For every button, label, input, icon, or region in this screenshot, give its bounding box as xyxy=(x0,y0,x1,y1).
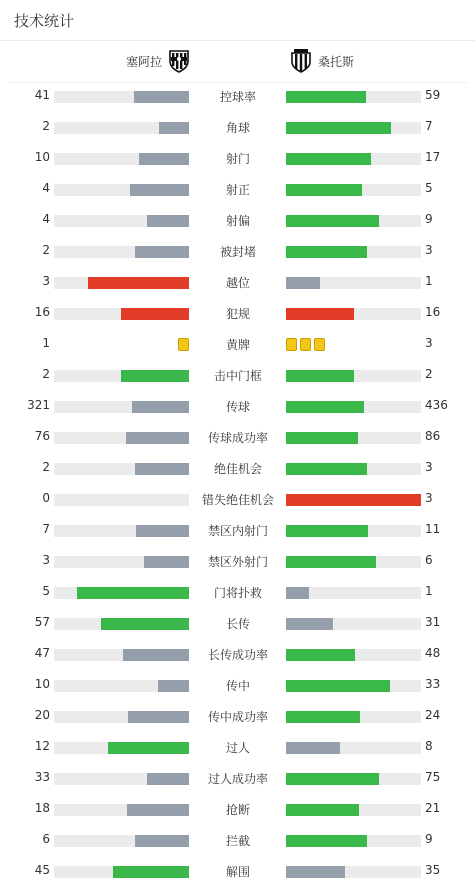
away-bar-track xyxy=(286,91,421,103)
home-bar-fill xyxy=(121,370,189,382)
stat-row xyxy=(0,112,475,143)
home-value: 2 xyxy=(42,367,50,381)
away-bar-fill xyxy=(286,804,359,816)
away-bar-track xyxy=(286,773,421,785)
home-value: 1 xyxy=(42,336,50,350)
home-bar-track xyxy=(54,370,189,382)
stat-row xyxy=(0,608,475,639)
away-bar-fill xyxy=(286,587,309,599)
away-bar-fill xyxy=(286,680,390,692)
home-bar-track xyxy=(54,401,189,413)
stat-label: 越位 xyxy=(225,276,250,290)
away-value: 33 xyxy=(425,677,441,691)
stat-label: 射正 xyxy=(225,183,250,197)
away-value: 9 xyxy=(425,832,433,846)
away-bar-fill xyxy=(286,711,360,723)
away-bar-track xyxy=(286,370,421,382)
away-value: 436 xyxy=(425,398,448,412)
away-bar-track xyxy=(286,680,421,692)
away-bar-track xyxy=(286,525,421,537)
home-value: 3 xyxy=(42,553,50,567)
away-team[interactable] xyxy=(290,46,354,76)
home-bar-fill xyxy=(132,401,189,413)
home-bar-fill xyxy=(147,773,189,785)
away-bar-fill xyxy=(286,742,340,754)
away-bar-fill xyxy=(286,835,367,847)
home-bar-fill xyxy=(128,711,189,723)
home-bar-track xyxy=(54,494,189,506)
away-bar-fill xyxy=(286,277,320,289)
stat-label: 射门 xyxy=(225,152,250,166)
away-value: 24 xyxy=(425,708,441,722)
home-value: 4 xyxy=(42,212,50,226)
home-value: 3 xyxy=(42,274,50,288)
home-bar-track xyxy=(54,835,189,847)
stat-label: 传中成功率 xyxy=(207,710,268,724)
stat-row xyxy=(0,360,475,391)
stat-label: 绝佳机会 xyxy=(213,462,262,476)
stat-row xyxy=(0,174,475,205)
home-team-crest-icon xyxy=(168,49,190,73)
away-bar-track xyxy=(286,587,421,599)
away-bar-track xyxy=(286,432,421,444)
away-value: 3 xyxy=(425,243,433,257)
away-bar-track xyxy=(286,308,421,320)
home-bar-fill xyxy=(121,308,189,320)
away-bar-track xyxy=(286,463,421,475)
home-bar-track xyxy=(54,246,189,258)
stat-label: 控球率 xyxy=(219,90,256,104)
away-bar-track xyxy=(286,401,421,413)
away-bar-fill xyxy=(286,246,367,258)
stat-label: 长传 xyxy=(225,617,250,631)
home-bar-fill xyxy=(135,246,189,258)
home-value: 45 xyxy=(34,863,50,877)
home-bar-track xyxy=(54,122,189,134)
home-value: 5 xyxy=(42,584,50,598)
home-value: 7 xyxy=(42,522,50,536)
home-bar-fill xyxy=(88,277,189,289)
stat-label: 错失绝佳机会 xyxy=(201,493,274,507)
home-value: 2 xyxy=(42,460,50,474)
stat-row xyxy=(0,298,475,329)
stat-label: 射偏 xyxy=(225,214,250,228)
stat-row xyxy=(0,205,475,236)
stat-row xyxy=(0,856,475,887)
away-bar-fill xyxy=(286,432,358,444)
home-value: 41 xyxy=(34,88,50,102)
away-bar-track xyxy=(286,122,421,134)
away-value: 86 xyxy=(425,429,441,443)
away-bar-track xyxy=(286,649,421,661)
home-bar-fill xyxy=(135,835,189,847)
home-value: 4 xyxy=(42,181,50,195)
stat-label: 犯规 xyxy=(225,307,250,321)
away-team-crest-icon xyxy=(290,49,312,73)
home-bar-track xyxy=(54,587,189,599)
home-bar-fill xyxy=(144,556,189,568)
home-value: 76 xyxy=(34,429,50,443)
home-bar-fill xyxy=(101,618,189,630)
home-bar-track xyxy=(54,680,189,692)
stat-label: 过人成功率 xyxy=(207,772,268,786)
away-bar-track xyxy=(286,711,421,723)
stat-label: 解围 xyxy=(225,865,250,879)
stat-label: 角球 xyxy=(225,121,250,135)
away-bar-track xyxy=(286,215,421,227)
home-bar-fill xyxy=(126,432,189,444)
stat-row xyxy=(0,763,475,794)
away-bar-fill xyxy=(286,401,364,413)
stat-row xyxy=(0,391,475,422)
away-bar-track xyxy=(286,153,421,165)
home-bar-fill xyxy=(147,215,189,227)
stat-row xyxy=(0,639,475,670)
stat-row xyxy=(0,484,475,515)
away-bar-fill xyxy=(286,370,354,382)
home-bar-track xyxy=(54,308,189,320)
away-value: 8 xyxy=(425,739,433,753)
stat-row xyxy=(0,794,475,825)
home-bar-track xyxy=(54,711,189,723)
away-bar-fill xyxy=(286,525,368,537)
stat-label: 被封堵 xyxy=(219,245,256,259)
home-yellow-cards xyxy=(178,338,189,351)
away-bar-fill xyxy=(286,308,354,320)
home-bar-track xyxy=(54,618,189,630)
away-bar-track xyxy=(286,246,421,258)
away-value: 17 xyxy=(425,150,441,164)
away-value: 5 xyxy=(425,181,433,195)
stat-row xyxy=(0,577,475,608)
home-value: 2 xyxy=(42,119,50,133)
away-bar-fill xyxy=(286,494,421,506)
home-value: 321 xyxy=(27,398,50,412)
away-value: 31 xyxy=(425,615,441,629)
stat-label: 禁区内射门 xyxy=(207,524,268,538)
home-value: 57 xyxy=(34,615,50,629)
yellow-card-icon xyxy=(300,338,311,351)
stat-row xyxy=(0,515,475,546)
away-team-name: 桑托斯 xyxy=(318,54,355,69)
home-team-name: 塞阿拉 xyxy=(125,54,162,69)
away-bar-fill xyxy=(286,463,367,475)
home-bar-track xyxy=(54,556,189,568)
away-bar-track xyxy=(286,184,421,196)
away-bar-fill xyxy=(286,91,366,103)
away-value: 1 xyxy=(425,274,433,288)
home-bar-track xyxy=(54,184,189,196)
home-value: 18 xyxy=(34,801,50,815)
yellow-card-icon xyxy=(314,338,325,351)
yellow-card-icon xyxy=(286,338,297,351)
away-bar-track xyxy=(286,494,421,506)
away-bar-fill xyxy=(286,773,379,785)
stat-row xyxy=(0,670,475,701)
stat-label: 抢断 xyxy=(225,803,250,817)
stat-label: 门将扑救 xyxy=(213,586,262,600)
home-value: 2 xyxy=(42,243,50,257)
stat-row xyxy=(0,329,475,360)
away-value: 59 xyxy=(425,88,441,102)
home-bar-track xyxy=(54,463,189,475)
home-value: 33 xyxy=(34,770,50,784)
away-value: 6 xyxy=(425,553,433,567)
home-bar-track xyxy=(54,773,189,785)
stat-label: 传球 xyxy=(225,400,250,414)
away-value: 3 xyxy=(425,460,433,474)
home-bar-track xyxy=(54,277,189,289)
stat-label: 传球成功率 xyxy=(207,431,268,445)
home-bar-track xyxy=(54,649,189,661)
home-bar-track xyxy=(54,153,189,165)
away-bar-fill xyxy=(286,618,333,630)
away-bar-track xyxy=(286,742,421,754)
away-value: 11 xyxy=(425,522,441,536)
away-value: 3 xyxy=(425,336,433,350)
stat-label: 黄牌 xyxy=(225,338,250,352)
home-value: 0 xyxy=(42,491,50,505)
title-divider xyxy=(0,40,475,41)
home-bar-track xyxy=(54,215,189,227)
away-bar-fill xyxy=(286,122,391,134)
away-bar-track xyxy=(286,866,421,878)
stat-row xyxy=(0,701,475,732)
home-bar-fill xyxy=(127,804,189,816)
home-bar-track xyxy=(54,742,189,754)
stat-label: 过人 xyxy=(225,741,250,755)
home-bar-track xyxy=(54,866,189,878)
away-value: 35 xyxy=(425,863,441,877)
home-bar-fill xyxy=(136,525,189,537)
stat-row xyxy=(0,81,475,112)
away-value: 7 xyxy=(425,119,433,133)
stat-label: 长传成功率 xyxy=(207,648,268,662)
away-bar-track xyxy=(286,804,421,816)
away-bar-fill xyxy=(286,153,371,165)
stat-row xyxy=(0,732,475,763)
home-value: 16 xyxy=(34,305,50,319)
away-bar-fill xyxy=(286,866,345,878)
yellow-card-icon xyxy=(178,338,189,351)
home-bar-fill xyxy=(139,153,189,165)
away-bar-fill xyxy=(286,184,362,196)
home-value: 47 xyxy=(34,646,50,660)
stat-row xyxy=(0,267,475,298)
page-title: 技术统计 xyxy=(14,12,75,30)
stat-row xyxy=(0,422,475,453)
home-bar-fill xyxy=(134,91,189,103)
stat-row xyxy=(0,236,475,267)
away-bar-fill xyxy=(286,215,379,227)
away-bar-track xyxy=(286,277,421,289)
away-bar-fill xyxy=(286,556,376,568)
stat-label: 拦截 xyxy=(225,834,250,848)
home-bar-fill xyxy=(135,463,189,475)
stat-label: 禁区外射门 xyxy=(207,555,268,569)
stat-label: 击中门框 xyxy=(213,369,262,383)
home-bar-fill xyxy=(158,680,189,692)
home-team[interactable] xyxy=(126,46,190,76)
home-value: 20 xyxy=(34,708,50,722)
away-value: 75 xyxy=(425,770,441,784)
home-bar-fill xyxy=(123,649,189,661)
teams-header xyxy=(0,46,475,76)
stat-row xyxy=(0,453,475,484)
away-yellow-cards xyxy=(286,338,325,351)
away-value: 9 xyxy=(425,212,433,226)
home-bar-track xyxy=(54,525,189,537)
home-bar-fill xyxy=(108,742,189,754)
home-bar-track xyxy=(54,804,189,816)
away-value: 1 xyxy=(425,584,433,598)
stat-row xyxy=(0,143,475,174)
home-bar-track xyxy=(54,432,189,444)
away-value: 21 xyxy=(425,801,441,815)
stat-row xyxy=(0,546,475,577)
away-bar-track xyxy=(286,556,421,568)
away-bar-track xyxy=(286,835,421,847)
home-value: 6 xyxy=(42,832,50,846)
home-bar-fill xyxy=(130,184,189,196)
away-value: 3 xyxy=(425,491,433,505)
home-bar-fill xyxy=(113,866,189,878)
home-value: 10 xyxy=(34,677,50,691)
home-value: 10 xyxy=(34,150,50,164)
away-value: 48 xyxy=(425,646,441,660)
stat-label: 传中 xyxy=(225,679,250,693)
home-bar-track xyxy=(54,91,189,103)
away-value: 16 xyxy=(425,305,441,319)
away-value: 2 xyxy=(425,367,433,381)
stat-row xyxy=(0,825,475,856)
home-bar-fill xyxy=(159,122,189,134)
away-bar-fill xyxy=(286,649,355,661)
home-value: 12 xyxy=(34,739,50,753)
home-bar-fill xyxy=(77,587,189,599)
away-bar-track xyxy=(286,618,421,630)
